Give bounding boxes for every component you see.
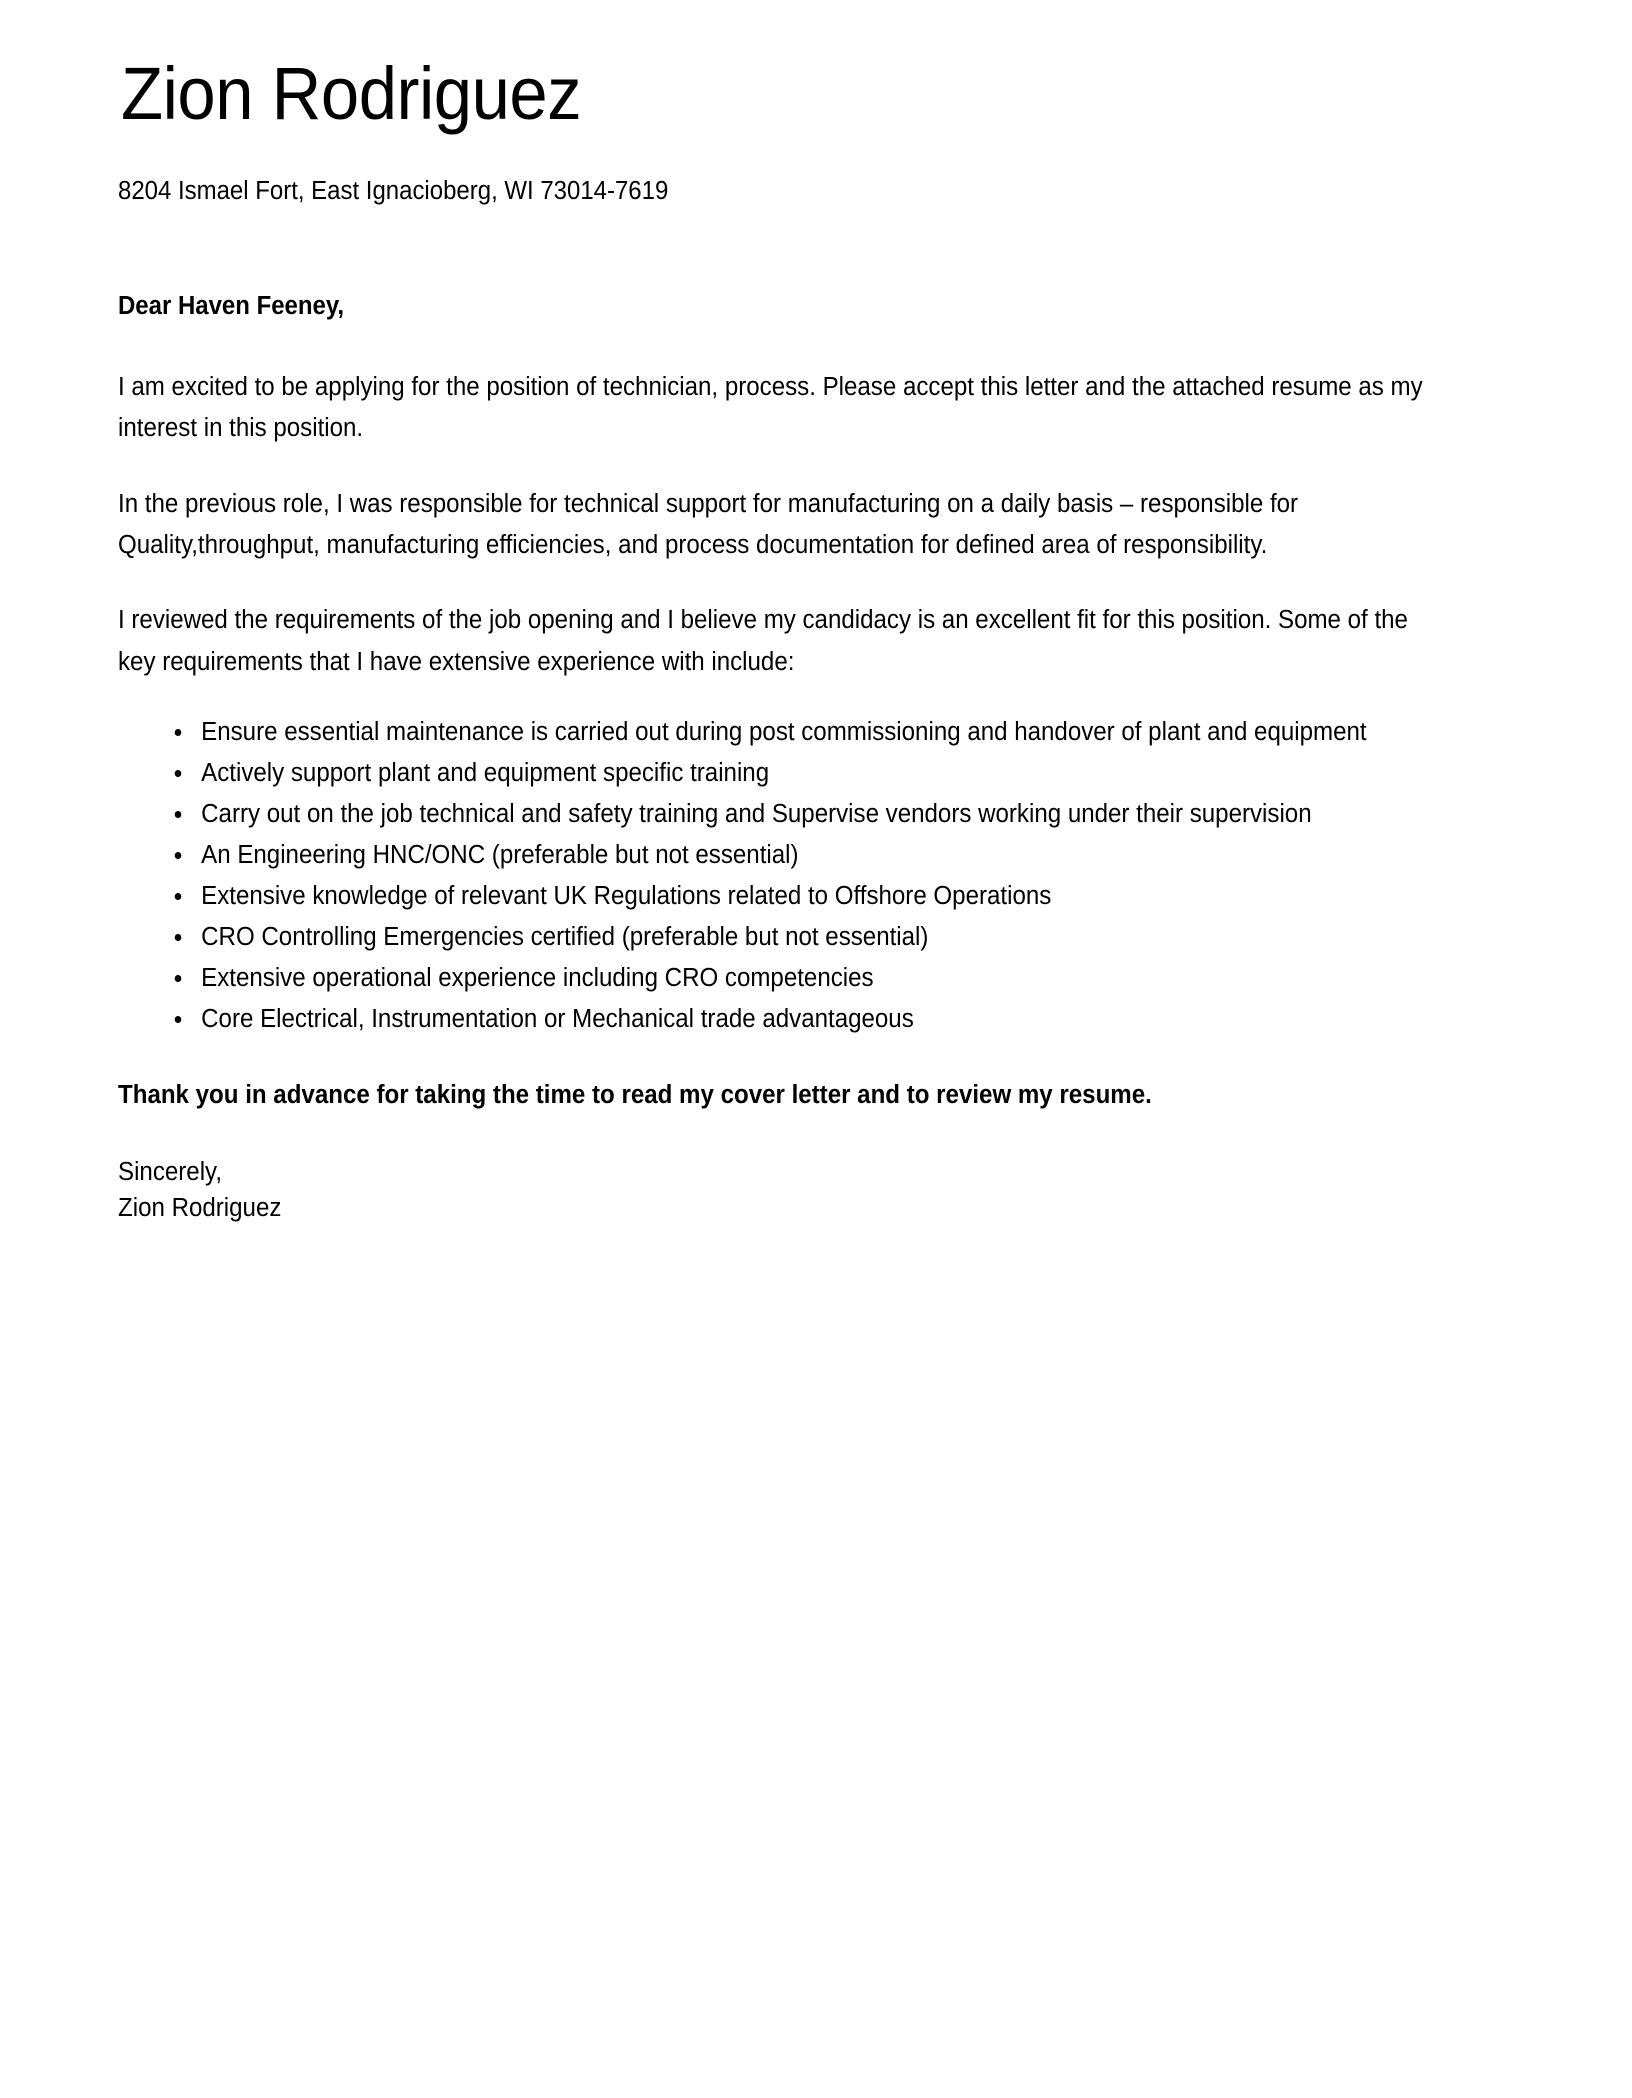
list-item: Extensive knowledge of relevant UK Regulations related to Offshore Operations bbox=[163, 881, 1441, 911]
list-item: Extensive operational experience including CRO competencies bbox=[163, 963, 1441, 993]
signoff-label: Sincerely, bbox=[118, 1158, 223, 1187]
address-line: 8204 Ismael Fort, East Ignacioberg, WI 73014-7619 bbox=[118, 177, 669, 206]
signature-block bbox=[118, 1154, 1441, 1226]
list-item: CRO Controlling Emergencies certified (preferable but not essential) bbox=[163, 922, 1441, 952]
salutation: Dear Haven Feeney, bbox=[118, 291, 345, 320]
list-item: Actively support plant and equipment specific training bbox=[163, 758, 1441, 788]
letter-content bbox=[118, 289, 1518, 1227]
list-item: Ensure essential maintenance is carried out during post commissioning and handover of plant and equipment bbox=[163, 717, 1441, 747]
closing-thanks: Thank you in advance for taking the time to read my cover letter and to review my resume. bbox=[118, 1081, 1152, 1110]
page-title: Zion Rodriguez bbox=[121, 52, 582, 135]
list-item: Core Electrical, Instrumentation or Mechanical trade advantageous bbox=[163, 1004, 1441, 1034]
paragraph-intro: I am excited to be applying for the position of technician, process. Please accept this letter and the attached resume as my interest in this position. bbox=[118, 373, 1423, 443]
signature-name: Zion Rodriguez bbox=[118, 1194, 282, 1223]
requirements-list bbox=[118, 717, 1441, 1035]
paragraph-experience: In the previous role, I was responsible for technical support for manufacturing on a daily basis – responsible for Quality,throughput, manufacturing efficiencies, and process documentation for defined area of responsibility. bbox=[118, 489, 1299, 559]
list-item: Carry out on the job technical and safety training and Supervise vendors working under their supervision bbox=[163, 799, 1441, 829]
letter-body bbox=[118, 52, 1518, 1227]
list-item: An Engineering HNC/ONC (preferable but not essential) bbox=[163, 840, 1441, 870]
paragraph-requirements-intro: I reviewed the requirements of the job opening and I believe my candidacy is an excellent fit for this position. Some of the key requirements that I have extensive experience with include: bbox=[118, 606, 1408, 676]
